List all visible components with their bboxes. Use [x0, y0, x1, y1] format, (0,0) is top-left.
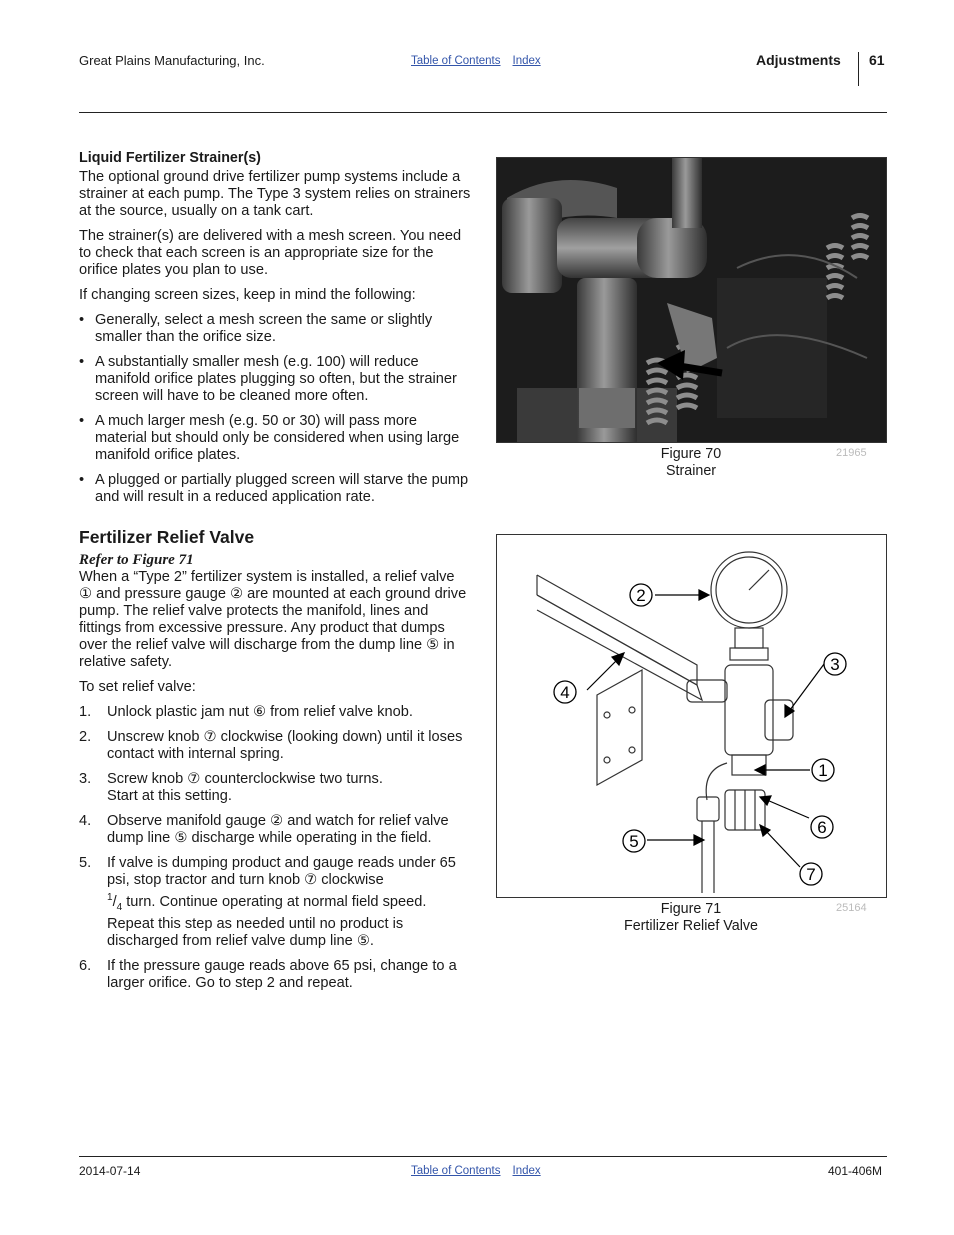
figure-70-title: Strainer — [665, 463, 717, 479]
relief-steps-list — [79, 704, 471, 992]
strainer-para-1: The optional ground drive fertilizer pump systems include a strainer at each pump. The Type 3 system relies on strainers at the source, usually on a tank cart. — [79, 169, 471, 219]
figure-71-title: Fertilizer Relief Valve — [623, 918, 758, 934]
strainer-bullet-list — [79, 312, 471, 506]
header-company: Great Plains Manufacturing, Inc. — [79, 53, 265, 68]
header-divider — [858, 52, 859, 86]
step-text: Observe manifold gauge ② and watch for relief valve dump line ⑤ discharge while operating in the field. — [107, 813, 449, 846]
figure-reference: Refer to Figure 71 — [79, 552, 194, 568]
list-item — [79, 958, 471, 992]
footer-nav — [411, 1165, 553, 1177]
strainer-photo-illustration — [497, 158, 886, 442]
list-item: • A much larger mesh (e.g. 50 or 30) will pass more material but should only be considered when using large manifold orifice plates. — [79, 413, 471, 464]
callout-5-label: 5 — [629, 832, 639, 851]
header-index-link[interactable]: Index — [512, 55, 541, 67]
list-item — [79, 704, 471, 721]
list-item — [79, 813, 471, 847]
step-number: 3. — [79, 771, 92, 787]
step-text: Unlock plastic jam nut ⑥ from relief valve knob. — [107, 704, 413, 720]
strainer-heading: Liquid Fertilizer Strainer(s) — [79, 150, 261, 166]
figure-70-number: Figure 70 — [660, 446, 722, 462]
step-number: 2. — [79, 729, 92, 745]
list-item: • A plugged or partially plugged screen will starve the pump and will result in a reduced application rate. — [79, 472, 471, 506]
list-item: 5. If valve is dumping product and gauge reads under 65 psi, stop tractor and turn knob ⑦ clockwise $^1/_4$ turn. Continue operating at normal field speed. Repeat this step as needed until no product is discharged from relief valve dump line ⑤. — [79, 855, 456, 949]
relief-para-2: To set relief valve: — [79, 679, 196, 695]
list-item — [79, 771, 471, 805]
callout-4-label: 4 — [560, 683, 570, 702]
fraction-numerator: 1 — [107, 892, 113, 903]
callout-2-label: 2 — [636, 586, 646, 605]
figure-71-caption — [580, 901, 802, 935]
list-item: • Generally, select a mesh screen the same or slightly smaller than the orifice size. — [79, 312, 471, 346]
relief-para-1: When a “Type 2” fertilizer system is installed, a relief valve ① and pressure gauge ② are mounted at each ground drive pump. The relief valve protects the manifold, lines and fittings from excessive pressure. Any product that dumps over the relief valve will discharge from the dump line ⑤ in relative safety. — [79, 569, 467, 670]
footer-rule — [79, 1156, 887, 1157]
figure-71-image-id: 25164 — [836, 902, 867, 914]
step-number: 4. — [79, 813, 92, 829]
step-text-continued: Start at this setting. — [107, 788, 232, 804]
step-number: 1. — [79, 704, 92, 720]
footer-index-link[interactable]: Index — [512, 1165, 541, 1177]
header-rule — [79, 112, 887, 113]
callout-6-label: 6 — [817, 818, 827, 837]
footer-doc-number: 401-406M — [828, 1164, 883, 1178]
header-nav — [411, 55, 553, 67]
page-number: 61 — [869, 52, 885, 68]
figure-71-number: Figure 71 — [660, 901, 722, 917]
step-text: Screw knob ⑦ counterclockwise two turns. — [107, 771, 383, 787]
list-item — [79, 729, 471, 763]
strainer-para-3: If changing screen sizes, keep in mind the following: — [79, 287, 416, 303]
strainer-para-2: The strainer(s) are delivered with a mesh screen. You need to check that each screen is an appropriate size for the orifice plates you plan to use. — [79, 228, 462, 278]
list-item: • A substantially smaller mesh (e.g. 100) will reduce manifold orifice plates plugging so often, but the strainer screen will have to be cleaned more often. — [79, 354, 471, 405]
header-toc-link[interactable]: Table of Contents — [411, 55, 501, 67]
footer-toc-link[interactable]: Table of Contents — [411, 1165, 501, 1177]
step-text: If the pressure gauge reads above 65 psi, change to a larger orifice. Go to step 2 and repeat. — [107, 957, 457, 991]
step-number: 6. — [79, 957, 92, 974]
header-section-title: Adjustments — [756, 52, 841, 68]
step-text-continued: turn. Continue operating at normal field speed. Repeat this step as needed until no product is discharged from relief valve dump line ⑤. — [107, 893, 427, 949]
step-text: Unscrew knob ⑦ clockwise (looking down) until it loses contact with internal spring. — [107, 729, 463, 762]
fraction-denominator: 4 — [116, 901, 123, 913]
callout-1-label: 1 — [818, 761, 828, 780]
strainer-section — [79, 150, 471, 514]
figure-71-diagram — [496, 534, 887, 898]
relief-valve-heading: Fertilizer Relief Valve — [79, 527, 255, 547]
relief-valve-illustration — [497, 535, 886, 897]
step-number: 5. — [79, 855, 92, 871]
figure-70-image-id: 21965 — [836, 447, 867, 459]
figure-70-photo — [496, 157, 887, 443]
footer-date: 2014-07-14 — [79, 1164, 141, 1178]
step-text: If valve is dumping product and gauge reads under 65 psi, stop tractor and turn knob ⑦ clockwise — [107, 855, 456, 888]
callout-3-label: 3 — [830, 655, 840, 674]
figure-70-caption — [580, 446, 802, 480]
callout-7-label: 7 — [806, 865, 816, 884]
relief-valve-section — [79, 529, 471, 1000]
